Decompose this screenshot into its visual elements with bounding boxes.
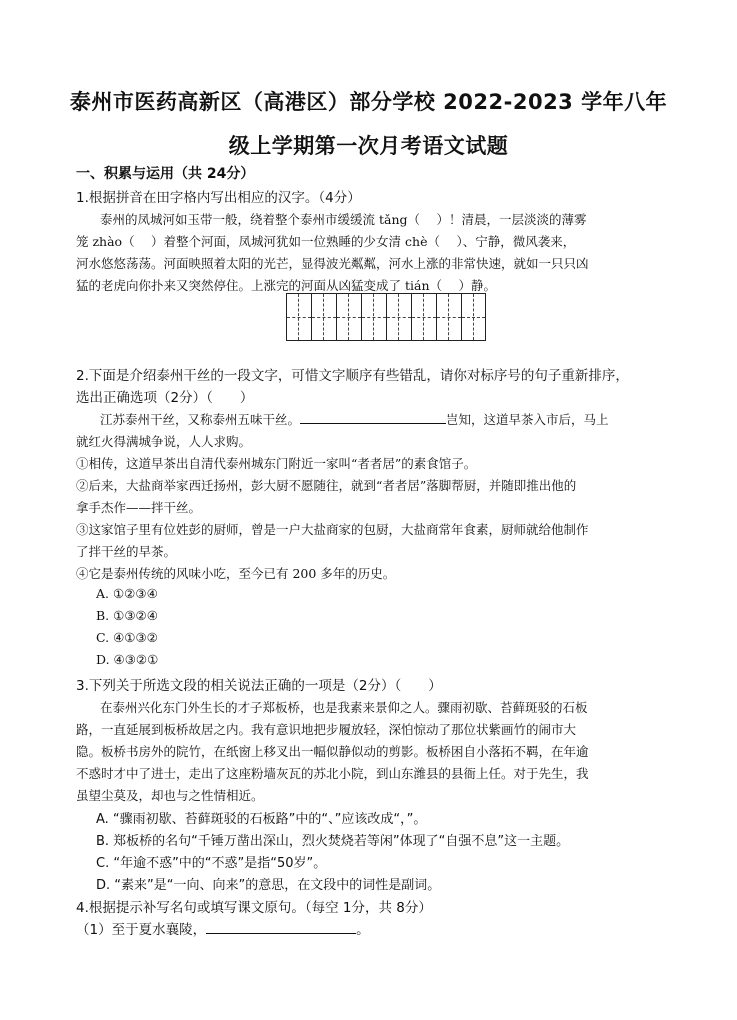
question-2-option-a[interactable]: A. ①②③④: [96, 586, 158, 601]
question-3-text-line: 在泰州兴化东门外生长的才子郑板桥，也是我素来景仰之人。骤雨初歇、苔藓斑驳的石板: [100, 700, 588, 715]
question-2-option-b[interactable]: B. ①③②④: [96, 608, 158, 623]
question-3-text-line: 虽望尘莫及，却也与之性情相近。: [76, 788, 264, 803]
question-2-sentence-3-cont: 了拌干丝的早茶。: [76, 544, 177, 559]
tianzige-grid[interactable]: [286, 293, 486, 341]
question-4-item-1-end: 。: [356, 922, 370, 938]
tianzige-cell[interactable]: [461, 293, 486, 341]
question-2-prompt-cont: 选出正确选项（2分）（ ）: [76, 390, 254, 406]
tianzige-cell[interactable]: [411, 293, 436, 341]
question-4-prompt: 4.根据提示补写名句或填写课文原句。（每空 1分，共 8分）: [76, 900, 432, 916]
tianzige-cell[interactable]: [436, 293, 461, 341]
question-2-intro-a: 江苏泰州干丝，又称泰州五味干丝。: [100, 412, 301, 427]
question-4-item-1-text: （1）至于夏水襄陵，: [76, 922, 207, 938]
answer-blank[interactable]: [206, 921, 356, 934]
question-3-option-d[interactable]: D. “素来”是“一向、向来”的意思，在文段中的词性是副词。: [96, 878, 441, 893]
question-2-option-c[interactable]: C. ④①③②: [96, 630, 158, 645]
tianzige-cell[interactable]: [361, 293, 386, 341]
question-2-sentence-3: ③这家馆子里有位姓彭的厨师，曾是一户大盐商家的包厨，大盐商常年食素，厨师就给他制作: [76, 522, 589, 537]
question-1-text-line: 河水悠悠荡荡。河面映照着太阳的光芒，显得波光粼粼，河水上涨的非常快速，就如一只只凶: [76, 256, 589, 271]
question-2-sentence-1: ①相传，这道早茶出自清代泰州城东门附近一家叫“者者居”的素食馆子。: [76, 456, 477, 471]
tianzige-cell[interactable]: [386, 293, 411, 341]
question-3-text-line: 不惑时才中了进士，走出了这座粉墙灰瓦的苏北小院，到山东潍县的县衙上任。对于先生，我: [76, 766, 589, 781]
question-3-option-a[interactable]: A. “骤雨初歇、苔藓斑驳的石板路”中的“、”应该改成“，”。: [96, 812, 427, 827]
tianzige-cell[interactable]: [336, 293, 361, 341]
exam-title-line2: 级上学期第一次月考语文试题: [228, 134, 509, 158]
question-2-intro-b: 岂知，这道早茶入市后，马上: [446, 412, 609, 427]
tianzige-cell[interactable]: [311, 293, 336, 341]
question-3-text-line: 路，一直延展到板桥故居之内。我有意识地把步履放轻，深怕惊动了那位状紫画竹的闹市大: [76, 722, 577, 737]
tianzige-cell[interactable]: [286, 293, 311, 341]
question-3-prompt: 3.下列关于所选文段的相关说法正确的一项是（2分）（ ）: [76, 678, 442, 694]
answer-blank[interactable]: [300, 411, 446, 424]
question-3-text-line: 隐。板桥书房外的院竹，在纸窗上移叉出一幅似静似动的剪影。板桥困自小落拓不羁，在年逾: [76, 744, 589, 759]
exam-title-line1: 泰州市医药高新区（高港区）部分学校 2022-2023 学年八年: [69, 90, 668, 114]
question-4-item-1: [76, 918, 370, 938]
question-2-sentence-2: ②后来，大盐商举家西迁扬州，彭大厨不愿随往，就到“者者居”落脚帮厨，并随即推出他的: [76, 478, 577, 493]
question-1-prompt: 1.根据拼音在田字格内写出相应的汉字。（4分）: [76, 190, 361, 206]
question-3-option-b[interactable]: B. 郑板桥的名句“千锤万凿出深山，烈火焚烧若等闲”体现了“自强不息”这一主题。: [96, 834, 570, 849]
question-2-prompt: 2.下面是介绍泰州干丝的一段文字，可惜文字顺序有些错乱，请你对标序号的句子重新排序，: [76, 368, 629, 384]
question-2-sentence-2-cont: 拿手杰作——拌干丝。: [76, 500, 202, 515]
question-1-text-line: 猛的老虎向你扑来又突然停住。上涨完的河面从凶猛变成了 tián（ ）静。: [76, 278, 496, 293]
question-1-text-line: 泰州的凤城河如玉带一般，绕着整个泰州市缓缓流 tǎng（ ）！清晨，一层淡淡的薄雾: [100, 212, 587, 227]
question-2-option-d[interactable]: D. ④③②①: [96, 652, 159, 667]
question-1-text-line: 笼 zhào（ ）着整个河面，凤城河犹如一位熟睡的少女清 chè（ ）、宁静，微风袭来，: [76, 234, 576, 249]
question-2-intro: [100, 410, 609, 428]
question-2-intro-cont: 就红火得满城争说，人人求购。: [76, 434, 252, 449]
question-3-option-c[interactable]: C. “年逾不惑”中的“不惑”是指“50岁”。: [96, 856, 327, 871]
section-heading: 一、积累与运用（共 24分）: [76, 166, 255, 182]
question-2-sentence-4: ④它是泰州传统的风味小吃，至今已有 200 多年的历史。: [76, 566, 396, 581]
